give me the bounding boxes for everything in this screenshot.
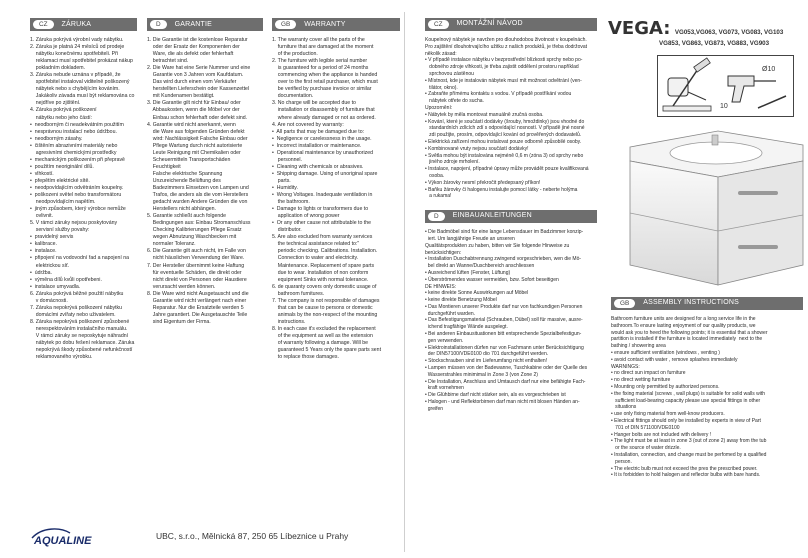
list-item: kraft vornehmen (425, 385, 464, 392)
list-item: nábytek otřete do sucha. (425, 98, 484, 105)
list-item: 5. Garantie schließt auch folgende (147, 213, 227, 220)
company-address: UBC, s.r.o., Mělnická 87, 250 65 Líbeznice u Prahy (156, 531, 349, 541)
list-item: Jakákoliv závada musí být reklamována co (30, 93, 135, 100)
list-item: 2. Die Ware hat eine Serie Nummer und eine (147, 65, 251, 72)
list-item: Abbaukosten, wenn die Möbel vor der (147, 107, 240, 114)
list-item: • keine direkte Benetzung Möbel (425, 297, 497, 304)
list-item: • Halogen - und Reflektorbirnen darf man nicht mit blosen Händen an- (425, 399, 580, 406)
list-item: would ask you to heed the following points; it is essential that a shower (611, 329, 768, 336)
de-einbau-header (425, 210, 597, 223)
list-item: 7. Záruka nepokrývá poškození nábytku (30, 304, 122, 311)
list-item: • neodpovídajícím odvětráním koupelny. (30, 184, 124, 191)
list-item: Herstellers nicht abhängen. (147, 206, 216, 213)
list-item: • Wrong Voltages. Inadequate ventilation in (272, 192, 373, 199)
list-item: Qualitätsprodukten zu haben, bitten wir Sie folgende Hinweise zu (425, 242, 570, 249)
list-item: furniture that are damaged at the moment (272, 44, 374, 51)
list-item: person. (611, 458, 632, 465)
list-item: • Stockschrauben sind im Lieferumfang nicht enthalten! (425, 358, 548, 365)
list-item: • Instalace, napojení, případné úpravy může provádět pouze kvalifikovaná (425, 166, 589, 173)
list-item: Unzureichende Belüftung des (147, 177, 221, 184)
list-item: 7. Der Hersteller übernimmt keine Haftung (147, 262, 245, 269)
section-title: EINBAUANLEITUNGEN (452, 212, 532, 220)
list-item: 1. Záruka pokrývá výrobní vady nábytku. (30, 37, 124, 43)
list-item: nicht direkt von Personen oder Haustiere (147, 276, 247, 283)
list-item: nábytek nebo s chybějícím kováním. (30, 86, 120, 93)
list-item: domácími zvířaty nebo uživatelem. (30, 311, 116, 318)
list-item: für eventuelle Schäden, die direkt oder (147, 269, 242, 276)
list-item: • Světla mohou být instalována nejméně 0,6 m (zóna 3) od sprchy nebo (425, 152, 584, 159)
list-item: • neodborným zásahy. (30, 135, 83, 142)
list-item: • nesprávnou instalací nebo údržbou. (30, 128, 117, 135)
list-item: Maintenance. Replacement of spare parts (272, 262, 375, 269)
list-item: • připojení na vodovodní řad a napojení na (30, 255, 130, 262)
list-item: • Electrical fittings should only be installed by experts in view of Part (611, 417, 761, 424)
list-item: the bathroom. (272, 199, 310, 206)
list-item: • Elektrická zařízení mohou instalovat pouze odborně způsobilé osoby. (425, 138, 582, 145)
list-item: • no direct wetting furniture (611, 377, 671, 384)
list-item: be verified by purchase invoice or similar (272, 86, 372, 93)
list-item: • Lampen müssen von der Badewanne, Tuschkabine oder der Quelle des (425, 365, 588, 372)
list-item: • Installation, connection, and change must be perfomed by a qualified (611, 451, 767, 458)
lang-code-badge: GB (275, 20, 296, 29)
list-item: • Hanger bolts are not included with delivery ! (611, 431, 712, 438)
list-item: servisní služby povahy: (30, 227, 90, 234)
list-item: bel direkt an Wanne/Duschbereich anschliessen (425, 263, 535, 270)
drill-size-label: Ø10 (762, 66, 776, 73)
list-item: • Bei anderen Einbausituationen bitt entsprechende Spezialbefestigun- (425, 331, 582, 338)
list-item: Wasserstrahles minimimal in Zone 3 (von Zone 2) (425, 371, 538, 378)
section-title: MONTÁŽNÍ NÁVOD (456, 20, 523, 28)
list-item: that can be cause to persons or domestic (272, 304, 373, 311)
list-item: Feuchtigkeit (147, 163, 181, 170)
list-item: • Elektroinstallationen dürfen nur von Fachmann unter Berücksichtigung (425, 344, 584, 351)
list-item: • kalibrace. (30, 241, 57, 248)
list-item: reklamaci musí spotřebitel prokázat nákup (30, 58, 133, 65)
page-footer (30, 518, 400, 558)
list-item: nábytku konečnému spotřebiteli. Při (30, 51, 118, 58)
list-item: • mechanickým poškozením při přepravě (30, 156, 125, 163)
list-item: sufficient load-bearing capacity please use special fittings in other (611, 397, 761, 404)
list-item: • It is forbidden to hold halogen and reflector bulbs with bare hands. (611, 472, 761, 479)
list-item: a rukama! (425, 193, 452, 200)
section-title: ASSEMBLY INSTRUCTIONS (643, 299, 739, 307)
drawer-handle-icon (738, 191, 778, 195)
vega-title-block (608, 18, 808, 47)
list-item: oder der Ersatz der Komponenten der (147, 44, 240, 51)
list-item: DE HINWEIS: (425, 283, 457, 290)
list-item: nepokrývá škody způsobené nefunkčností (30, 347, 133, 354)
list-item: instructions. (272, 318, 306, 325)
list-item: • Operational maintenance by unauthorized (272, 149, 374, 156)
list-item: • use only fixing material from well-know producers. (611, 411, 725, 418)
list-item: 6. Die Garantie gilt auch nicht, im Falle von (147, 248, 246, 255)
list-item: bathing / showering area (611, 343, 666, 350)
list-item: normaler Toleranz. (147, 241, 196, 248)
list-item: elektrickou síť. (30, 262, 70, 269)
list-item: pokladním dokladem. (30, 65, 86, 72)
tools-illustration (657, 55, 794, 117)
brand-title: VEGA: (608, 18, 671, 39)
list-item: několik zásad: (425, 50, 457, 57)
list-item: Leute Reinigung mit Chemikalien oder (147, 149, 241, 156)
list-item: Bathroom furniture units are designed for a long service life in the (611, 316, 756, 322)
list-item: spotřebitel instaloval viditelně poškozený (30, 79, 130, 86)
list-item: animals by the non-respect of the mounting (272, 311, 378, 318)
gb-assembly-header (611, 297, 803, 310)
list-item: 3. No charge will be accepted due to (272, 100, 356, 107)
list-item: • Mounting only permitted by authorized persons. (611, 383, 720, 390)
list-item: jiného zdroje mrholení. (425, 159, 480, 166)
list-item: • Místnost, kde je instalován nábytek musí mít možnost odvětrání (ven- (425, 77, 582, 84)
list-item: periodic checking. Calibrations. Installation. (272, 248, 378, 255)
list-item: 701 of DIN 571100/VDE0100 (611, 424, 680, 431)
list-item: • V případě instalace nábytku v bezprostřední blízkosti sprchy nebo po- (425, 57, 583, 64)
list-item: neodpovídajícím napětím. (30, 199, 96, 206)
list-item: Falsche elektrische Spannung (147, 170, 223, 177)
list-item: Jahre garantiert. Die Ausgetauschte Teile (147, 311, 248, 318)
list-item: • Ausreichend lüften (Fenster, Lüftung) (425, 269, 511, 276)
page-divider (404, 12, 405, 552)
list-item: is guaranteed for a period of 24 months (272, 65, 369, 72)
list-item: commencing when the appliance is handed (272, 72, 378, 79)
list-item: • Nábytek by měla montovat manuálně zručná osoba. (425, 111, 544, 118)
list-item: • Baňku žárovky či halogenu instalujte pomocí látky - neberte holýma (425, 186, 578, 193)
list-item: or the source of water drizzle. (611, 445, 681, 452)
gb-warranty-column (272, 18, 400, 361)
list-item: agresivními chemickými prostředky (30, 149, 117, 156)
model-list-line-1: VG053,VG063, VG073, VG083, VG103 (674, 29, 784, 36)
list-item: installation or disassembly of furniture that (272, 107, 375, 114)
list-item: • poškozeni světel nebo transformátoru (30, 192, 122, 199)
list-item: WARNINGS: (611, 363, 640, 370)
list-item: Einbau schon fehlerhaft oder defekt sind. (147, 114, 248, 121)
tape-measure-icon (668, 78, 706, 100)
cz-warranty-column (30, 18, 137, 361)
de-garantie-list (147, 37, 263, 326)
list-item: nerespektováním instalačního manuálu. (30, 325, 128, 332)
list-item: situations (611, 404, 637, 411)
section-title: GARANTIE (174, 20, 213, 28)
list-item: nejdříve po zjištění. (30, 100, 81, 107)
section-title: WARRANTY (304, 20, 346, 28)
list-item: documentation. (272, 93, 314, 100)
list-item: 4. Are not covered by warranty: (272, 121, 344, 128)
list-item: • použitím neoriginální dílů. (30, 163, 94, 170)
list-item: Checking Kalibrierungen Pflege Ersatz (147, 227, 242, 234)
list-item: reklamovaného výrobku. (30, 354, 93, 361)
gb-warranty-header (272, 18, 400, 31)
list-item: • Das Befestigungsmaterial (Schrauben, Dübel) soll für massive, ausre- (425, 317, 583, 324)
list-item: ovlivnit. (30, 213, 54, 220)
list-item: • čištěním abrazivními materiály nebo (30, 142, 118, 149)
list-item: due to wear. Installation of non conform (272, 269, 369, 276)
list-item: Garantie von 3 Jahren vom Kaufdatum. (147, 72, 244, 79)
list-item: Badezimmers Einsetzen von Lampen und (147, 184, 249, 191)
cz-assembly-list (425, 37, 597, 200)
list-item: Pflege Wartung durch nicht autorisierte (147, 142, 243, 149)
list-item: Bedingungen aus: Einbau Stromanschluss (147, 220, 251, 227)
list-item: dobného zdroje vlhkosti, je třeba zajistit oddělení prostoru například (425, 64, 579, 71)
list-item: nábytku nebo jeho částí: (30, 114, 93, 121)
list-item: 4. Garantie wird nicht anerkannt, wenn (147, 121, 236, 128)
list-item: nábytek po dobu řešení reklamace. Záruka (30, 340, 135, 347)
list-item: • the fixing material (screws , wall plugs) is suitable for solid walls with (611, 390, 766, 397)
level-icon (663, 106, 711, 111)
list-item: betrachtet sind. (147, 58, 189, 65)
list-item: • Or any other cause not attributable to the (272, 220, 371, 227)
list-item: gen verwenden. (425, 337, 464, 344)
cz-warranty-header (30, 18, 137, 31)
cz-warranty-list (30, 37, 137, 361)
list-item: greifen (425, 405, 444, 412)
drawer-handle-icon (738, 245, 778, 249)
list-item: • avoid contact with water , remove splashes immediately (611, 356, 738, 363)
list-item: Koupelnový nábytek je navržen pro dlouhodobou životnost v koupelnách. (425, 37, 587, 43)
list-item: der DIN57100/VDE0100 dio 701 durchgeführt werden. (425, 351, 549, 358)
list-item: • Výkon žárovky nesmí překročit předepsaný příkon! (425, 179, 541, 186)
cz-assembly-header (425, 18, 597, 31)
list-item: to replace those damages. (272, 354, 339, 361)
list-item: Upozornění: (425, 104, 453, 111)
screwdriver-icon (758, 96, 786, 108)
list-item: • no direct sun impact on furniture (611, 370, 686, 377)
cz-assembly-column (425, 18, 597, 413)
list-item: 8. In each case it's excluded the replacement (272, 325, 376, 332)
model-list-line-2: VG853, VG863, VG873, VG883, VG903 (659, 40, 770, 47)
section-title: ZÁRUKA (61, 20, 92, 28)
list-item: Trafos, die anders als die vom Herstellers (147, 192, 249, 199)
list-item: 8. Die Ware wird nicht Ausgetauscht und die (147, 290, 249, 297)
list-item: Ware, die als defekt oder fehlerhaft (147, 51, 234, 58)
list-item: V rámci záruky se neposkytuje náhradní (30, 332, 129, 339)
list-item: • údržba. (30, 269, 53, 276)
list-item: bathroom furnitures. (272, 290, 325, 297)
list-item: verursacht werden können. (147, 283, 216, 290)
list-item: 6. de quaranty covers only domestic usage of (272, 283, 377, 290)
list-item: • Negligence or carelessness in the usage. (272, 135, 372, 142)
list-item: herstellten Lieferschein oder Kassenzettel (147, 86, 250, 93)
list-item: distributor. (272, 227, 302, 234)
list-item: Connection to water and electricity. (272, 255, 359, 262)
list-item: • Kombinované vruty nejsou součástí dodávky! (425, 145, 529, 152)
gb-warranty-list (272, 37, 400, 361)
list-item: tilátor, okno). (425, 84, 458, 91)
list-item: • Humidity. (272, 184, 298, 191)
list-item: where already damaged or not as ordered. (272, 114, 376, 121)
list-item: gedacht wurden Andere Gründen die von (147, 199, 248, 206)
list-item: zdi použijte, prosím, odpovídající kování od prověřených dodavatelů. (425, 132, 582, 139)
lang-code-badge: GB (614, 299, 635, 308)
list-item: of warranty following a damage. Will be (272, 340, 369, 347)
list-item: 2. Záruka je platná 24 měsíců od prodeje (30, 44, 125, 51)
vanity-cabinet-illustration (608, 125, 808, 293)
list-item: ichend tragfähige Wände ausgelegt. (425, 324, 508, 331)
list-item: 3. Záruka nebude uznána v případě, že (30, 72, 121, 79)
list-item: • The electric bulb must not exceed the pres the prescribed power. (611, 465, 758, 472)
de-garantie-header (147, 18, 263, 31)
list-item: iert. Um langjährige Freude an unseren (425, 235, 515, 242)
list-item: die Ware aus folgenden Gründen defekt (147, 128, 245, 135)
list-item: • Installation Duschabtrennung zwingend vorgeschrieben, wen die Mö- (425, 256, 582, 263)
list-item: berücksichtigen: (425, 249, 462, 256)
list-item: • Damage to lights or transformers due to (272, 206, 369, 213)
list-item: parts. (272, 177, 291, 184)
list-item: • Cleaning with chemicals or abrasives. (272, 163, 364, 170)
list-item: • All parts that may be damaged due to: (272, 128, 365, 135)
list-item: • pravidelný servis (30, 234, 74, 241)
gb-assembly-column (611, 297, 803, 479)
list-item: wegen Abnutzung Waschbecken mit (147, 234, 237, 241)
list-item: • Shipping damage. Using of unoriginal spare (272, 170, 378, 177)
list-item: • instalace. (30, 248, 57, 255)
list-item: over to the first retail purchaser, which must (272, 79, 378, 86)
list-item: • vlhkostí. (30, 170, 54, 177)
list-item: • keine direkte Sonne Auswirkungen auf Möbel (425, 290, 529, 297)
list-item: 1. Die Garantie ist die kostenlose Reparatur (147, 37, 248, 43)
list-item: 2. The furniture with legible serial number (272, 58, 368, 65)
list-item: • neodborným či neadekvátním použitím (30, 121, 124, 128)
list-item: nicht häuslichen Verwendung der Ware. (147, 255, 245, 262)
list-item: • jiným způsobem, který výrobce nemůže (30, 206, 126, 213)
svg-text:AQUALINE: AQUALINE (34, 535, 92, 547)
list-item: • Überströmendes wasser vermeiden, bzw. Sofort beseitigen (425, 276, 559, 283)
lang-code-badge: CZ (33, 20, 54, 29)
list-item: • Zabraňte přímému kontaktu s vodou. V případě postříkání vodou (425, 91, 572, 98)
lang-code-badge: D (428, 212, 445, 221)
list-item: • Die Badmöbel sind für eine lange Lebensdauer im Badzimmer konzip- (425, 229, 584, 236)
list-item: Pro zajištění dlouhotrvajícího užitku z našich produktů, je třeba dodržovat (425, 43, 588, 50)
list-item: the technical assistance related to:" (272, 241, 360, 248)
aqualine-logo (30, 525, 140, 551)
list-item: mit Kundenamen bestätigt. (147, 93, 215, 100)
list-item: 7. The company is not responsible of damages (272, 297, 380, 304)
list-item: 5. V rámci záruky nejsou poskytovány (30, 220, 118, 227)
list-item: • Kování, které je součástí dodávky (šrouby, hmoždinky) jsou vhodné do (425, 118, 585, 125)
list-item: durchgeführt warden. (425, 310, 476, 317)
list-item: v domácnosti. (30, 297, 68, 304)
list-item: personnel. (272, 156, 302, 163)
list-item: • The light must be at least in zone 3 (out of zone 2) away from the tub (611, 438, 767, 445)
list-item: Garantie wird nicht verlängert nach einer (147, 297, 247, 304)
list-item: • výměna dílů kvůli opotřebeni. (30, 276, 102, 283)
list-item: partition is installed if the furniture is located immediately next to the (611, 336, 763, 343)
list-item: 5. Are also excluded from warranty services (272, 234, 373, 241)
list-item: equipment Sinks with normal tolerance. (272, 276, 369, 283)
lang-code-badge: D (150, 20, 167, 29)
list-item: of the production. (272, 51, 318, 58)
list-item: osoba. (425, 172, 445, 179)
wrench-size-label: 10 (720, 103, 728, 110)
list-item: Das wird durch einen vom Verkäufer (147, 79, 237, 86)
list-item: sprchovou zástěnou (425, 70, 474, 77)
list-item: • Incorrect installation or maintenance. (272, 142, 362, 149)
gb-assembly-list (611, 316, 803, 479)
list-item: 8. Záruka nepokrývá poškození způsobené (30, 318, 130, 325)
de-einbau-list (425, 229, 597, 413)
list-item: Scheuermitteln Transportschäden (147, 156, 231, 163)
list-item: • Die Glühbirne darf nicht stärker sein, als es vorgeschrieben ist (425, 392, 566, 399)
list-item: • ensure sufficient ventilation (windows , venting ) (611, 349, 720, 356)
list-item: application of wrong power (272, 213, 340, 220)
list-item: 1. The warranty cover all the parts of the (272, 37, 365, 43)
list-item: 6. Záruka pokrývá běžné použití nábytku (30, 290, 124, 297)
list-item: wird: Nachlässigkeit Falsche Einbau oder (147, 135, 248, 142)
list-item: • instalace umyvadla. (30, 283, 81, 290)
list-item: sind Eigentum der Firma. (147, 318, 211, 325)
list-item: of the equipment as well as the extension (272, 332, 373, 339)
list-item: • přepětím elektrické sítě. (30, 177, 90, 184)
list-item: standardních zdících zdí s odpovídající nosností. V případě jiné nosné (425, 125, 585, 132)
de-garantie-column (147, 18, 263, 326)
drill-icon (728, 76, 776, 102)
list-item: guaranteed 5 Years only the spare parts sent (272, 347, 382, 354)
list-item: 4. Záruka pokrývá poškození (30, 107, 97, 114)
list-item: Reparatur. Nur die Ersatzteile werden 5 (147, 304, 244, 311)
list-item: • Die Installation, Anschluss und Umtausch darf nur eine befähigte Fach- (425, 378, 586, 385)
list-item: 3. Die Garantie gilt nicht für Einbau/ oder (147, 100, 241, 107)
list-item: bathroom.To ensure lasting enjoyment of our quality products, we (611, 322, 756, 329)
lang-code-badge: CZ (428, 20, 449, 29)
list-item: • Das Montieren unserer Produkte darf nur von fachkundigen Personen (425, 303, 583, 310)
